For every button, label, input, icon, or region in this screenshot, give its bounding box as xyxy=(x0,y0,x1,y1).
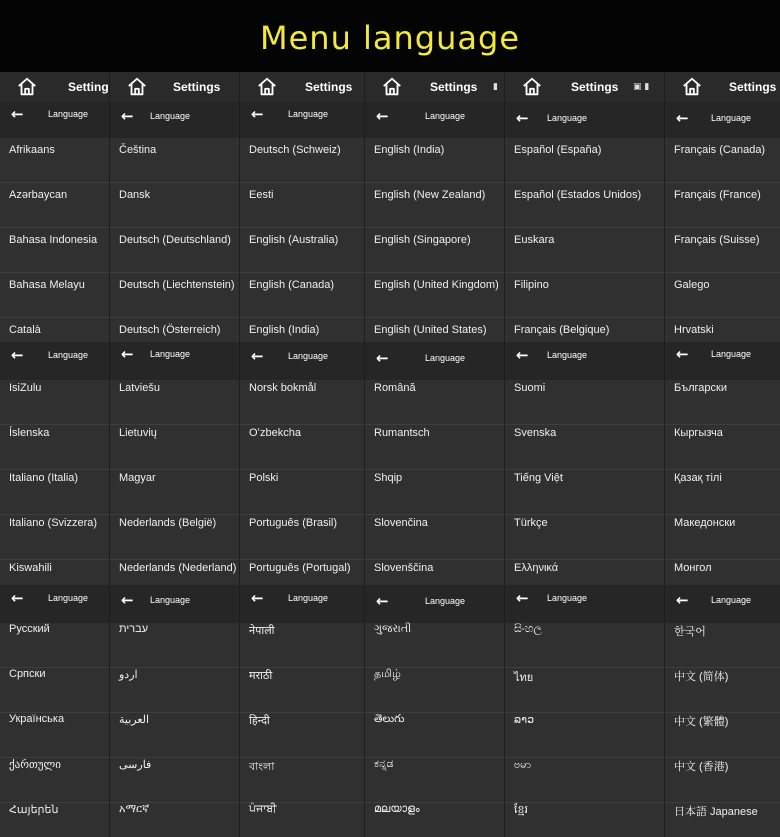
language-header-title: Language xyxy=(425,353,466,363)
language-option[interactable] xyxy=(110,273,240,318)
language-header-title: Language xyxy=(150,349,191,359)
language-option-label: Հայերեն xyxy=(9,804,59,816)
language-option-label: Shqip xyxy=(374,472,403,484)
back-arrow-icon[interactable]: ← xyxy=(11,589,24,607)
language-option[interactable] xyxy=(240,758,365,803)
language-option-label: Português (Brasil) xyxy=(249,517,338,529)
language-option[interactable] xyxy=(665,228,780,273)
language-option-label: ქართული xyxy=(9,759,61,771)
language-column xyxy=(665,102,780,837)
status-bar-cell xyxy=(0,72,110,102)
language-option[interactable] xyxy=(0,668,110,713)
language-option[interactable] xyxy=(240,138,365,183)
status-bar xyxy=(0,72,780,102)
language-option-label: Afrikaans xyxy=(9,144,55,156)
language-option-label: Български xyxy=(674,382,727,394)
language-option-label: Slovenščina xyxy=(374,562,434,574)
language-header-title: Language xyxy=(288,593,329,603)
language-option-label: Polski xyxy=(249,472,279,484)
back-arrow-icon[interactable]: ← xyxy=(516,589,529,607)
language-option[interactable] xyxy=(0,273,110,318)
back-arrow-icon[interactable]: ← xyxy=(121,345,134,363)
language-option-label: தமிழ் xyxy=(374,668,401,680)
language-option-label: Eesti xyxy=(249,189,274,201)
language-option-label: Русский xyxy=(9,623,50,635)
home-icon[interactable] xyxy=(126,76,148,98)
language-option[interactable] xyxy=(365,273,505,318)
language-option-label: 中文 (简体) xyxy=(674,671,729,683)
language-option[interactable] xyxy=(0,228,110,273)
language-option-label: English (Canada) xyxy=(249,279,334,291)
language-option-label: Türkçe xyxy=(514,517,548,529)
language-option[interactable] xyxy=(365,380,505,425)
back-arrow-icon[interactable]: ← xyxy=(376,592,389,610)
language-option-label: Azərbaycan xyxy=(9,189,68,201)
language-option[interactable] xyxy=(240,228,365,273)
language-option-label: English (New Zealand) xyxy=(374,189,486,201)
status-icons: ▮ xyxy=(493,82,498,92)
language-option[interactable] xyxy=(665,515,780,560)
back-arrow-icon[interactable]: ← xyxy=(376,107,389,125)
language-option-label: मराठी xyxy=(249,670,273,682)
language-option-label: Čeština xyxy=(119,144,157,156)
back-arrow-icon[interactable]: ← xyxy=(376,349,389,367)
language-option[interactable] xyxy=(665,380,780,425)
language-option[interactable] xyxy=(665,425,780,470)
language-option[interactable] xyxy=(0,515,110,560)
language-option-label: Íslenska xyxy=(9,427,50,439)
language-column xyxy=(0,102,110,837)
language-header xyxy=(0,342,110,380)
language-option[interactable] xyxy=(365,183,505,228)
language-option[interactable] xyxy=(110,623,240,668)
language-option[interactable] xyxy=(365,803,505,837)
language-option-label: Suomi xyxy=(514,382,546,394)
language-header-title: Language xyxy=(425,111,466,121)
language-option[interactable] xyxy=(240,713,365,758)
language-option-label: Українська xyxy=(9,713,65,725)
language-header xyxy=(665,342,780,380)
language-header-title: Language xyxy=(288,109,329,119)
language-option-label: Deutsch (Schweiz) xyxy=(249,144,341,156)
back-arrow-icon[interactable]: ← xyxy=(676,591,689,609)
language-option-label: Lietuvių xyxy=(119,427,157,439)
language-option-label: Қазақ тілі xyxy=(674,472,722,484)
language-option[interactable] xyxy=(365,138,505,183)
language-option[interactable] xyxy=(505,138,665,183)
language-option[interactable] xyxy=(665,273,780,318)
language-option[interactable] xyxy=(505,668,665,713)
language-option[interactable] xyxy=(505,758,665,803)
language-option[interactable] xyxy=(365,713,505,758)
language-option-label: Монгол xyxy=(674,562,712,574)
back-arrow-icon[interactable]: ← xyxy=(11,105,24,123)
language-option[interactable] xyxy=(110,803,240,837)
status-bar-cell xyxy=(365,72,505,102)
status-bar-cell xyxy=(110,72,240,102)
language-option-label: සිංහල xyxy=(514,623,542,635)
language-option[interactable] xyxy=(505,183,665,228)
language-option-label: English (India) xyxy=(374,144,445,156)
language-option-label: Filipino xyxy=(514,279,549,291)
language-option[interactable] xyxy=(505,515,665,560)
language-option[interactable] xyxy=(665,713,780,758)
language-header-title: Language xyxy=(150,595,191,605)
language-header-title: Language xyxy=(48,593,89,603)
back-arrow-icon[interactable]: ← xyxy=(676,109,689,127)
language-header xyxy=(110,342,240,380)
language-header-title: Language xyxy=(288,351,329,361)
language-option-label: Français (France) xyxy=(674,189,761,201)
language-option-label: English (Singapore) xyxy=(374,234,471,246)
language-header xyxy=(665,102,780,138)
language-option[interactable] xyxy=(505,803,665,837)
language-option-label: English (United States) xyxy=(374,324,487,336)
back-arrow-icon[interactable]: ← xyxy=(516,109,529,127)
language-option[interactable] xyxy=(505,713,665,758)
language-option-label: Deutsch (Deutschland) xyxy=(119,234,231,246)
pane-separator xyxy=(504,72,505,837)
language-option[interactable] xyxy=(0,138,110,183)
language-header xyxy=(0,102,110,138)
settings-label: Settings xyxy=(430,80,478,94)
language-option[interactable] xyxy=(665,138,780,183)
language-header xyxy=(505,102,665,138)
language-option[interactable] xyxy=(240,803,365,837)
language-option-label: Dansk xyxy=(119,189,151,201)
language-option-label: Français (Suisse) xyxy=(674,234,760,246)
back-arrow-icon[interactable]: ← xyxy=(251,347,264,365)
language-header xyxy=(365,342,505,380)
language-option-label: नेपाली xyxy=(249,625,275,637)
language-header-title: Language xyxy=(711,349,752,359)
language-option-label: Tiếng Việt xyxy=(514,472,563,484)
language-option-label: ខ្មែរ xyxy=(514,804,528,816)
language-option-label: Euskara xyxy=(514,234,555,246)
status-icons: ▣ ▮ xyxy=(633,82,650,92)
settings-label: Setting xyxy=(68,80,109,94)
language-option-label: Português (Portugal) xyxy=(249,562,351,574)
language-option[interactable] xyxy=(665,183,780,228)
language-option-label: Македонски xyxy=(674,517,736,529)
language-option-label: اردو xyxy=(119,669,138,681)
language-option[interactable] xyxy=(240,470,365,515)
language-option[interactable] xyxy=(110,183,240,228)
language-option[interactable] xyxy=(365,228,505,273)
language-option[interactable] xyxy=(505,380,665,425)
language-option-label: Galego xyxy=(674,279,710,291)
back-arrow-icon[interactable]: ← xyxy=(251,589,264,607)
language-option-label: বাংলা xyxy=(249,761,275,773)
pane-separator xyxy=(664,72,665,837)
language-option[interactable] xyxy=(0,183,110,228)
language-header-title: Language xyxy=(711,113,752,123)
language-option-label: Deutsch (Österreich) xyxy=(119,324,221,336)
pane-separator xyxy=(364,72,365,837)
language-option[interactable] xyxy=(365,758,505,803)
language-header xyxy=(110,585,240,623)
language-header-title: Language xyxy=(711,595,752,605)
language-option-label: తెలుగు xyxy=(374,713,405,725)
language-option-label: ဗမာ xyxy=(514,759,532,771)
language-option-label: ਪੰਜਾਬੀ xyxy=(249,803,277,815)
language-option[interactable] xyxy=(665,668,780,713)
language-option-label: Norsk bokmål xyxy=(249,382,317,394)
language-header xyxy=(365,102,505,138)
language-header xyxy=(0,585,110,623)
language-option[interactable] xyxy=(665,758,780,803)
language-option[interactable] xyxy=(0,470,110,515)
language-option[interactable] xyxy=(665,803,780,837)
language-option[interactable] xyxy=(110,380,240,425)
language-option-label: Italiano (Svizzera) xyxy=(9,517,98,529)
pane-separator xyxy=(109,72,110,837)
language-option[interactable] xyxy=(110,228,240,273)
language-option-label: 日本語 Japanese xyxy=(674,806,758,818)
language-option[interactable] xyxy=(110,713,240,758)
back-arrow-icon[interactable]: ← xyxy=(11,346,24,364)
language-option[interactable] xyxy=(110,758,240,803)
language-option-label: Deutsch (Liechtenstein) xyxy=(119,279,235,291)
language-option[interactable] xyxy=(110,470,240,515)
home-icon[interactable] xyxy=(16,76,38,98)
back-arrow-icon[interactable]: ← xyxy=(516,346,529,364)
language-column xyxy=(240,102,365,837)
language-header-title: Language xyxy=(547,113,588,123)
settings-label: Settings xyxy=(729,80,777,94)
language-header-title: Language xyxy=(547,593,588,603)
back-arrow-icon[interactable]: ← xyxy=(121,107,134,125)
language-option-label: IsiZulu xyxy=(9,382,42,394)
language-option[interactable] xyxy=(365,470,505,515)
language-option-label: ગુજરાતી xyxy=(374,623,412,635)
language-option-label: Rumantsch xyxy=(374,427,430,439)
language-option-label: Kiswahili xyxy=(9,562,52,574)
language-option[interactable] xyxy=(0,623,110,668)
language-option[interactable] xyxy=(240,623,365,668)
language-header-title: Language xyxy=(150,111,191,121)
language-option[interactable] xyxy=(365,623,505,668)
back-arrow-icon[interactable]: ← xyxy=(121,591,134,609)
language-option-label: 中文 (繁體) xyxy=(674,716,729,728)
home-icon[interactable] xyxy=(256,76,278,98)
language-header xyxy=(240,102,365,138)
language-option-label: Magyar xyxy=(119,472,156,484)
language-option-label: Nederlands (Nederland) xyxy=(119,562,237,574)
language-option-label: Latviešu xyxy=(119,382,160,394)
language-option-label: English (United Kingdom) xyxy=(374,279,499,291)
language-option[interactable] xyxy=(0,425,110,470)
language-option-label: English (Australia) xyxy=(249,234,339,246)
language-option-label: Français (Belgique) xyxy=(514,324,610,336)
language-option-label: Oʻzbekcha xyxy=(249,427,301,439)
language-option-label: English (India) xyxy=(249,324,320,336)
language-option-label: മലയാളം xyxy=(374,803,420,815)
language-header-title: Language xyxy=(547,350,588,360)
language-option-label: Français (Canada) xyxy=(674,144,766,156)
language-option[interactable] xyxy=(505,425,665,470)
language-option-label: 中文 (香港) xyxy=(674,761,729,773)
language-option[interactable] xyxy=(240,183,365,228)
language-option-label: فارسی xyxy=(119,759,152,771)
status-bar-cell xyxy=(505,72,665,102)
language-option-label: ಕನ್ನಡ xyxy=(374,758,394,770)
language-header xyxy=(110,102,240,138)
language-option[interactable] xyxy=(240,380,365,425)
language-option[interactable] xyxy=(0,380,110,425)
language-option-label: ไทย xyxy=(514,672,534,684)
page-title: Menu language xyxy=(0,0,780,72)
language-option-label: العربية xyxy=(119,714,150,726)
status-bar-cell xyxy=(665,72,780,102)
language-option-label: Ελληνικά xyxy=(514,562,559,574)
language-option[interactable] xyxy=(110,515,240,560)
language-option[interactable] xyxy=(0,758,110,803)
language-option[interactable] xyxy=(110,138,240,183)
language-option-label: Español (España) xyxy=(514,144,602,156)
pane-separator xyxy=(239,72,240,837)
language-option[interactable] xyxy=(505,228,665,273)
language-header xyxy=(240,585,365,623)
language-option-label: Català xyxy=(9,324,41,336)
language-option-label: Română xyxy=(374,382,416,394)
language-option[interactable] xyxy=(240,425,365,470)
language-option-label: עברית xyxy=(119,623,149,635)
language-header xyxy=(505,342,665,380)
language-column xyxy=(110,102,240,837)
language-option-label: Slovenčina xyxy=(374,517,428,529)
language-option-label: Српски xyxy=(9,668,46,680)
language-option-label: Italiano (Italia) xyxy=(9,472,79,484)
language-option[interactable] xyxy=(365,425,505,470)
language-option-label: ລາວ xyxy=(514,714,535,726)
language-option[interactable] xyxy=(110,668,240,713)
language-option[interactable] xyxy=(505,623,665,668)
language-option[interactable] xyxy=(505,470,665,515)
language-option[interactable] xyxy=(240,515,365,560)
home-icon[interactable] xyxy=(521,76,543,98)
language-option[interactable] xyxy=(505,273,665,318)
language-header xyxy=(365,585,505,623)
language-header xyxy=(240,342,365,380)
status-bar-cell xyxy=(240,72,365,102)
language-option-label: Svenska xyxy=(514,427,557,439)
language-option-label: Hrvatski xyxy=(674,324,714,336)
language-option-label: हिन्दी xyxy=(249,715,270,727)
language-header-title: Language xyxy=(48,109,89,119)
language-option-label: Кыргызча xyxy=(674,427,723,439)
language-option-label: አማርኛ xyxy=(119,803,150,815)
language-option-label: Bahasa Melayu xyxy=(9,279,85,291)
back-arrow-icon[interactable]: ← xyxy=(251,105,264,123)
language-option[interactable] xyxy=(0,713,110,758)
home-icon[interactable] xyxy=(681,76,703,98)
language-option-label: 한국어 xyxy=(674,626,706,638)
back-arrow-icon[interactable]: ← xyxy=(676,345,689,363)
language-option[interactable] xyxy=(365,515,505,560)
language-header xyxy=(505,585,665,623)
language-option-label: Español (Estados Unidos) xyxy=(514,189,642,201)
language-option[interactable] xyxy=(0,803,110,837)
language-option-label: Nederlands (België) xyxy=(119,517,217,529)
language-column xyxy=(365,102,505,837)
language-option[interactable] xyxy=(665,470,780,515)
home-icon[interactable] xyxy=(381,76,403,98)
language-option[interactable] xyxy=(665,623,780,668)
settings-label: Settings xyxy=(173,80,221,94)
language-option[interactable] xyxy=(110,425,240,470)
language-option[interactable] xyxy=(240,273,365,318)
language-header xyxy=(665,585,780,623)
settings-label: Settings xyxy=(305,80,353,94)
language-option[interactable] xyxy=(240,668,365,713)
settings-label: Settings xyxy=(571,80,619,94)
language-option-label: Bahasa Indonesia xyxy=(9,234,98,246)
language-column xyxy=(505,102,665,837)
language-header-title: Language xyxy=(48,350,89,360)
language-header-title: Language xyxy=(425,596,466,606)
language-option[interactable] xyxy=(365,668,505,713)
